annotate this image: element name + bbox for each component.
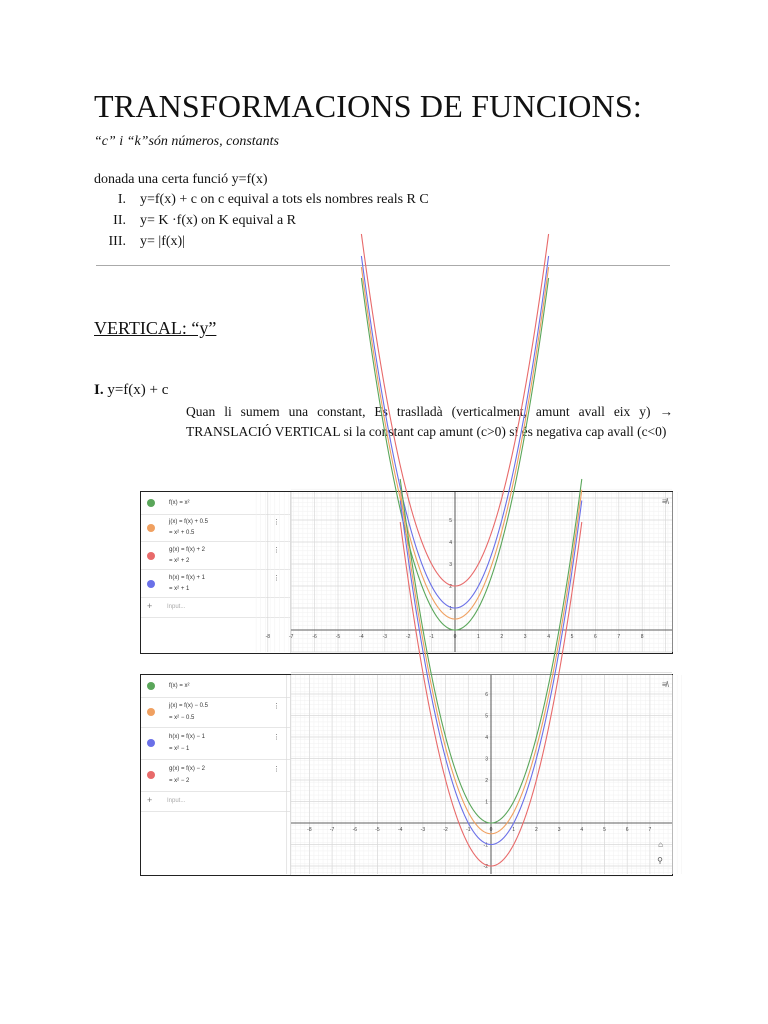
algebra-row[interactable] <box>141 727 290 760</box>
x-tick-label: -7 <box>288 634 294 640</box>
list-text: y=f(x) + c on c equival a tots els nombres reals R C <box>140 192 429 207</box>
visibility-dot[interactable] <box>147 552 155 560</box>
list-number: I. <box>117 192 126 207</box>
x-tick-label: 7 <box>648 827 652 833</box>
y-tick-label: 4 <box>485 735 488 741</box>
geogebra-graph-1 <box>140 491 673 654</box>
y-tick-label: -1 <box>483 842 488 849</box>
visibility-dot[interactable] <box>147 739 155 747</box>
expression: f(x) = x² <box>169 500 190 506</box>
list-item <box>108 234 185 250</box>
x-tick-label: 1 <box>512 827 516 833</box>
x-tick-label: -5 <box>375 827 380 833</box>
plot-canvas[interactable] <box>265 492 672 652</box>
add-icon[interactable]: + <box>147 601 153 611</box>
style-bar-toggle-icon[interactable]: ≡/\ <box>661 680 668 689</box>
expression-result: = x² − 2 <box>169 778 190 784</box>
list-item <box>113 213 297 229</box>
input-placeholder[interactable]: Input... <box>167 604 186 610</box>
y-tick-label: 2 <box>449 584 452 590</box>
list-item <box>117 192 429 208</box>
list-text: y= K ·f(x) on K equival a R <box>140 213 297 228</box>
x-tick-label: 4 <box>580 827 584 833</box>
explanation-paragraph: Quan li sumem una constant, Es traslladà (verticalment, amunt avall eix y) → TRANSLACIÓ VERTICAL si la constant cap amunt (c>0) si és negativa cap avall (c<0) <box>186 404 673 439</box>
more-options-icon[interactable]: ⋮ <box>273 703 280 710</box>
expression: g(x) = f(x) − 2 <box>169 766 206 772</box>
subtitle: “c” i “k”són números, constants <box>94 134 280 149</box>
visibility-dot[interactable] <box>147 771 155 779</box>
x-tick-label: -6 <box>352 827 358 833</box>
graphics-view[interactable] <box>265 492 672 653</box>
subsection-number: I. <box>94 382 104 398</box>
x-tick-label: -7 <box>329 827 335 833</box>
y-tick-label: 2 <box>485 778 488 784</box>
x-tick-label: 2 <box>535 827 538 833</box>
more-options-icon[interactable]: ⋮ <box>273 766 280 773</box>
expression: j(x) = f(x) − 0.5 <box>169 703 209 709</box>
x-tick-label: 6 <box>625 827 629 833</box>
expression-result: = x² + 2 <box>169 558 190 564</box>
x-tick-label: -4 <box>359 634 364 640</box>
x-tick-label: -5 <box>335 634 341 640</box>
x-tick-label: -3 <box>420 827 426 833</box>
more-options-icon[interactable]: ⋮ <box>273 734 280 741</box>
more-options-icon[interactable]: ⋮ <box>273 547 280 554</box>
x-tick-label: 0 <box>489 827 493 833</box>
input-placeholder[interactable]: Input... <box>167 798 186 804</box>
x-tick-label: -3 <box>382 634 388 640</box>
algebra-panel <box>141 675 291 875</box>
x-tick-label: 5 <box>603 827 606 833</box>
visibility-dot[interactable] <box>147 499 155 507</box>
x-tick-label: -4 <box>397 827 403 833</box>
x-tick-label: -1 <box>466 827 471 833</box>
algebra-row[interactable] <box>141 697 290 728</box>
y-tick-label: 3 <box>485 756 488 763</box>
visibility-dot[interactable] <box>147 708 155 716</box>
more-options-icon[interactable]: ⋮ <box>273 575 280 582</box>
y-tick-label: 4 <box>449 540 452 546</box>
x-tick-label: 2 <box>500 634 504 640</box>
x-tick-label: -2 <box>405 634 411 640</box>
x-tick-label: -2 <box>443 827 448 833</box>
x-tick-label: -8 <box>265 634 271 640</box>
visibility-dot[interactable] <box>147 524 155 532</box>
style-bar-toggle-icon[interactable]: ≡/\ <box>661 497 668 506</box>
visibility-dot[interactable] <box>147 580 155 588</box>
y-tick-label: 6 <box>485 692 488 698</box>
plot-canvas[interactable] <box>291 675 672 874</box>
expression: h(x) = f(x) − 1 <box>169 734 206 740</box>
x-tick-label: -1 <box>429 634 434 640</box>
x-tick-label: 5 <box>570 634 574 640</box>
graphics-view[interactable] <box>291 675 672 875</box>
list-text: y= |f(x)| <box>140 234 185 249</box>
zoom-icon[interactable]: ⚲ <box>657 856 663 865</box>
y-tick-label: 5 <box>485 713 488 720</box>
algebra-row[interactable] <box>141 759 290 792</box>
expression-result: = x² + 0.5 <box>169 530 195 536</box>
x-tick-label: -6 <box>312 634 317 640</box>
more-options-icon[interactable]: ⋮ <box>273 519 280 526</box>
subsection-title <box>94 382 168 399</box>
y-tick-label: 5 <box>449 518 452 524</box>
expression: f(x) = x² <box>169 683 190 689</box>
list-number: III. <box>108 234 126 249</box>
y-tick-label: 1 <box>485 799 488 806</box>
y-tick-label: 1 <box>449 606 452 612</box>
list-number: II. <box>113 213 126 228</box>
x-tick-label: 8 <box>640 634 644 640</box>
x-tick-label: -8 <box>307 827 312 833</box>
intro-text: donada una certa funció y=f(x) <box>94 172 268 187</box>
y-tick-label: 3 <box>449 562 452 568</box>
x-tick-label: 1 <box>477 634 480 640</box>
expression: j(x) = f(x) + 0.5 <box>169 519 209 525</box>
x-tick-label: 4 <box>547 634 550 640</box>
y-tick-label: -2 <box>483 864 488 870</box>
x-tick-label: 3 <box>557 827 561 833</box>
add-icon[interactable]: + <box>147 795 153 805</box>
geogebra-graph-2 <box>140 674 673 876</box>
x-tick-label: 7 <box>617 634 621 640</box>
expression-result: = x² − 1 <box>169 746 190 752</box>
home-icon[interactable]: ⌂ <box>658 840 663 849</box>
visibility-dot[interactable] <box>147 682 155 690</box>
expression: g(x) = f(x) + 2 <box>169 547 206 553</box>
expression-result: = x² + 1 <box>169 586 190 592</box>
subsection-formula: y=f(x) + c <box>103 382 169 398</box>
input-row[interactable] <box>141 791 290 812</box>
horizontal-rule <box>96 265 670 266</box>
page-title: TRANSFORMACIONS DE FUNCIONS: <box>94 88 642 124</box>
x-tick-label: 0 <box>453 634 457 640</box>
expression-result: = x² − 0.5 <box>169 715 195 721</box>
section-heading-vertical: VERTICAL: “y” <box>94 318 217 338</box>
x-tick-label: 3 <box>523 634 527 640</box>
algebra-panel <box>141 492 291 653</box>
algebra-row[interactable] <box>141 675 290 698</box>
expression: h(x) = f(x) + 1 <box>169 575 206 581</box>
x-tick-label: 6 <box>594 634 597 640</box>
